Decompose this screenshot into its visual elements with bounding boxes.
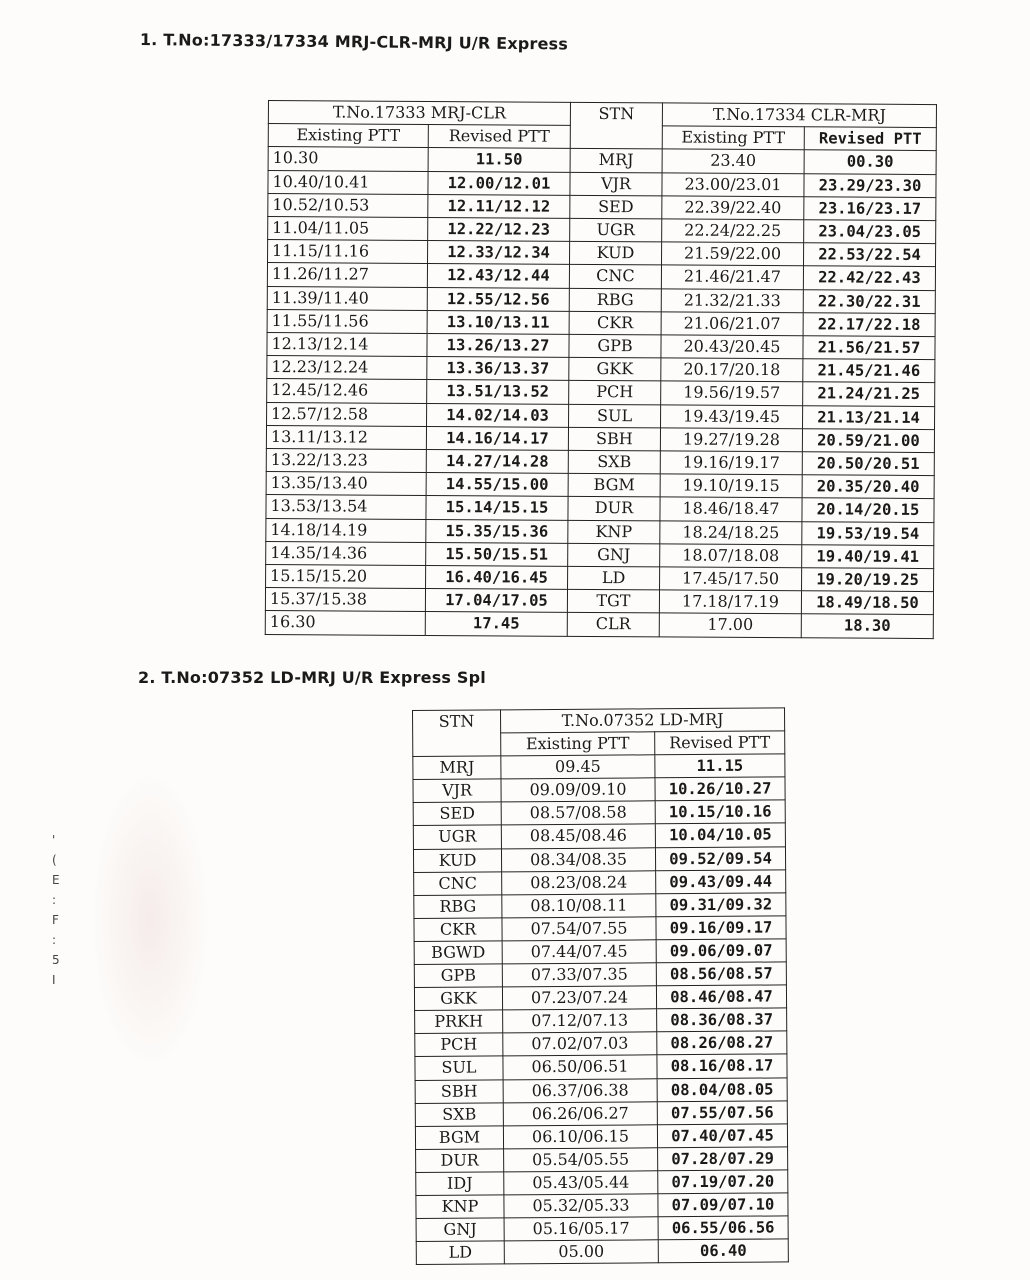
table-row [414,870,786,896]
existing-ptt-17334: 18.24/18.25 [660,521,802,545]
revised-ptt-17333: 12.22/12.23 [428,217,570,241]
table-row [265,611,933,638]
table-row [415,1054,787,1080]
revised-ptt-header: Revised PTT [804,127,936,151]
train-17333-header: T.No.17333 MRJ-CLR [268,101,570,126]
station-code: CLR [567,613,659,637]
station-code: PCH [415,1033,503,1057]
table-row [266,449,934,476]
station-code: SBH [415,1079,503,1103]
revised-ptt-17333: 13.36/13.37 [427,357,569,381]
revised-ptt-07352: 09.16/09.17 [656,916,786,940]
station-code: GNJ [568,543,660,567]
existing-ptt-07352: 05.32/05.33 [504,1194,658,1218]
table-row [413,777,785,803]
existing-ptt-07352: 06.26/06.27 [503,1101,657,1125]
existing-ptt-17334: 18.07/18.08 [660,544,802,568]
table-row [268,217,936,244]
revised-ptt-17334: 23.16/23.17 [804,197,936,221]
station-code: VJR [570,172,662,196]
revised-ptt-17334: 21.56/21.57 [803,336,935,360]
table-row [416,1193,788,1219]
existing-ptt-17334: 20.43/20.45 [661,335,803,359]
station-code: IDJ [416,1172,504,1196]
station-code: KNP [568,520,660,544]
revised-ptt-17334: 20.50/20.51 [802,452,934,476]
table-row [268,193,936,220]
existing-ptt-17334: 22.39/22.40 [662,196,804,220]
table-row [414,939,786,965]
revised-ptt-17333: 14.02/14.03 [427,403,569,427]
revised-ptt-17333: 14.27/14.28 [426,450,568,474]
station-code: GPB [414,964,502,988]
timetable-17333-17334 [265,100,937,639]
revised-ptt-17333: 17.45 [425,612,567,636]
table-row [266,541,934,568]
existing-ptt-17334: 21.46/21.47 [661,265,803,289]
existing-ptt-07352: 07.23/07.24 [502,986,656,1010]
existing-ptt-07352: 05.43/05.44 [504,1171,658,1195]
station-code: CKR [569,311,661,335]
existing-ptt-17333: 12.57/12.58 [267,402,427,426]
existing-ptt-17333: 13.35/13.40 [266,472,426,496]
table-row [267,286,935,313]
existing-ptt-07352: 09.45 [501,755,655,779]
existing-ptt-17334: 19.16/19.17 [660,451,802,475]
revised-ptt-17334: 20.35/20.40 [802,475,934,499]
existing-ptt-07352: 08.45/08.46 [501,824,655,848]
station-code: DUR [416,1149,504,1173]
existing-ptt-07352: 07.12/07.13 [503,1009,657,1033]
section1-heading: 1. T.No:17333/17334 MRJ-CLR-MRJ U/R Express [139,30,569,54]
revised-ptt-17334: 23.04/23.05 [804,220,936,244]
station-code: PCH [569,381,661,405]
revised-ptt-17333: 14.16/14.17 [426,426,568,450]
existing-ptt-07352: 08.10/08.11 [502,894,656,918]
revised-ptt-17333: 12.00/12.01 [428,171,570,195]
table-row [413,846,785,872]
existing-ptt-17334: 19.10/19.15 [660,474,802,498]
existing-ptt-17333: 12.23/12.24 [267,356,427,380]
table-row [267,402,935,429]
revised-ptt-07352: 07.09/07.10 [658,1193,788,1217]
table-row [267,263,935,290]
revised-ptt-17333: 16.40/16.45 [426,566,568,590]
existing-ptt-07352: 08.23/08.24 [502,870,656,894]
station-code: BGWD [414,941,502,965]
revised-ptt-17334: 20.14/20.15 [802,498,934,522]
revised-ptt-07352: 08.36/08.37 [657,1008,787,1032]
revised-ptt-17334: 19.40/19.41 [802,545,934,569]
station-code: GNJ [416,1218,504,1242]
revised-ptt-17333: 12.43/12.44 [427,264,569,288]
table-row [266,565,934,592]
revised-ptt-07352: 07.55/07.56 [657,1100,787,1124]
revised-ptt-07352: 10.15/10.16 [655,800,785,824]
existing-ptt-07352: 07.54/07.55 [502,917,656,941]
revised-ptt-17333: 13.26/13.27 [427,334,569,358]
existing-ptt-17333: 11.04/11.05 [268,217,428,241]
revised-ptt-17333: 15.35/15.36 [426,519,568,543]
table-row [266,495,934,522]
table-row [267,309,935,336]
revised-ptt-07352: 07.19/07.20 [658,1170,788,1194]
existing-ptt-17334: 21.59/22.00 [661,242,803,266]
revised-ptt-17333: 12.55/12.56 [427,287,569,311]
station-code: KUD [569,242,661,266]
table-row [415,1100,787,1126]
existing-ptt-17334: 22.24/22.25 [662,219,804,243]
revised-ptt-17334: 18.30 [801,614,933,638]
table-row [415,1008,787,1034]
revised-ptt-07352: 10.04/10.05 [655,823,785,847]
station-code: MRJ [413,756,501,780]
existing-ptt-17333: 13.53/13.54 [266,495,426,519]
stn-header: STN [570,102,662,149]
existing-ptt-07352: 06.50/06.51 [503,1055,657,1079]
revised-ptt-17334: 21.24/21.25 [803,382,935,406]
existing-ptt-17333: 15.15/15.20 [266,565,426,589]
station-code: TGT [567,590,659,614]
existing-ptt-header: Existing PTT [268,124,428,148]
revised-ptt-07352: 09.43/09.44 [656,870,786,894]
table-row [268,240,936,267]
station-code: CKR [414,918,502,942]
revised-ptt-17333: 12.11/12.12 [428,194,570,218]
table-row [413,754,785,780]
existing-ptt-17333: 14.35/14.36 [266,541,426,565]
existing-ptt-07352: 06.10/06.15 [503,1124,657,1148]
existing-ptt-07352: 05.54/05.55 [504,1148,658,1172]
margin-marks: ' ( E : F : 5 I [52,833,60,987]
existing-ptt-17333: 11.15/11.16 [268,240,428,264]
existing-ptt-17333: 13.11/13.12 [266,425,426,449]
existing-ptt-17334: 21.32/21.33 [661,289,803,313]
table-row [414,893,786,919]
revised-ptt-header: Revised PTT [655,731,785,755]
revised-ptt-17334: 19.20/19.25 [802,568,934,592]
existing-ptt-header: Existing PTT [501,732,655,756]
station-code: UGR [570,218,662,242]
station-code: BGM [568,474,660,498]
station-code: GKK [414,987,502,1011]
existing-ptt-17334: 19.56/19.57 [661,381,803,405]
station-code: VJR [413,779,501,803]
existing-ptt-17334: 17.00 [659,613,801,637]
existing-ptt-07352: 08.34/08.35 [501,847,655,871]
table-row [415,1031,787,1057]
revised-ptt-17334: 21.13/21.14 [803,405,935,429]
revised-ptt-07352: 09.52/09.54 [655,846,785,870]
table-row [413,800,785,826]
table-row [416,1170,788,1196]
revised-ptt-17334: 22.17/22.18 [803,313,935,337]
existing-ptt-17333: 12.13/12.14 [267,333,427,357]
revised-ptt-07352: 06.40 [658,1239,788,1263]
revised-ptt-header: Revised PTT [428,125,570,149]
existing-ptt-17334: 19.27/19.28 [660,428,802,452]
existing-ptt-17334: 20.17/20.18 [661,358,803,382]
table-row [267,379,935,406]
revised-ptt-07352: 10.26/10.27 [655,777,785,801]
existing-ptt-17333: 11.55/11.56 [267,309,427,333]
station-code: SUL [415,1056,503,1080]
table-row [267,356,935,383]
existing-ptt-17333: 13.22/13.23 [266,449,426,473]
table-row [268,170,936,197]
revised-ptt-07352: 08.16/08.17 [657,1054,787,1078]
existing-ptt-17333: 15.37/15.38 [265,588,425,612]
revised-ptt-17333: 15.50/15.51 [426,542,568,566]
station-code: KNP [416,1195,504,1219]
revised-ptt-07352: 11.15 [655,754,785,778]
existing-ptt-header: Existing PTT [662,126,804,150]
existing-ptt-17333: 10.52/10.53 [268,193,428,217]
existing-ptt-07352: 05.16/05.17 [504,1217,658,1241]
existing-ptt-07352: 08.57/08.58 [501,801,655,825]
train-17334-header: T.No.17334 CLR-MRJ [662,103,936,128]
existing-ptt-07352: 05.00 [504,1240,658,1264]
station-code: KUD [413,848,501,872]
table-row [414,962,786,988]
revised-ptt-17333: 13.10/13.11 [427,310,569,334]
revised-ptt-17334: 00.30 [804,150,936,174]
station-code: CNC [569,265,661,289]
train-07352-header: T.No.07352 LD-MRJ [501,708,785,733]
revised-ptt-17333: 11.50 [428,148,570,172]
station-code: CNC [414,872,502,896]
table-row [416,1147,788,1173]
revised-ptt-17334: 18.49/18.50 [801,591,933,615]
table-row [266,472,934,499]
station-code: RBG [569,288,661,312]
table-row [415,1124,787,1150]
existing-ptt-17333: 10.30 [268,147,428,171]
station-code: DUR [568,497,660,521]
station-code: UGR [413,825,501,849]
station-code: SXB [415,1102,503,1126]
revised-ptt-07352: 08.46/08.47 [656,985,786,1009]
existing-ptt-17334: 23.00/23.01 [662,173,804,197]
revised-ptt-17334: 22.42/22.43 [803,266,935,290]
station-code: SED [413,802,501,826]
revised-ptt-07352: 09.31/09.32 [656,893,786,917]
revised-ptt-17334: 21.45/21.46 [803,359,935,383]
station-code: MRJ [570,149,662,173]
existing-ptt-07352: 06.37/06.38 [503,1078,657,1102]
existing-ptt-17334: 23.40 [662,149,804,173]
section2-heading: 2. T.No:07352 LD-MRJ U/R Express Spl [138,668,486,687]
table-row [413,823,785,849]
revised-ptt-17333: 12.33/12.34 [428,241,570,265]
existing-ptt-07352: 07.33/07.35 [502,963,656,987]
table-header-row [268,101,936,128]
station-code: GKK [569,358,661,382]
station-code: SBH [568,427,660,451]
revised-ptt-07352: 08.04/08.05 [657,1077,787,1101]
existing-ptt-17333: 12.45/12.46 [267,379,427,403]
existing-ptt-07352: 07.02/07.03 [503,1032,657,1056]
station-code: LD [416,1241,504,1265]
station-code: SUL [569,404,661,428]
table-row [416,1239,788,1265]
existing-ptt-17333: 16.30 [265,611,425,635]
table-row [267,333,935,360]
table-header-row [413,708,785,734]
table-row [266,518,934,545]
revised-ptt-17334: 22.30/22.31 [803,289,935,313]
existing-ptt-17333: 11.39/11.40 [267,286,427,310]
revised-ptt-07352: 07.28/07.29 [658,1147,788,1171]
station-code: LD [568,566,660,590]
existing-ptt-17334: 21.06/21.07 [661,312,803,336]
table-row [414,985,786,1011]
station-code: RBG [414,895,502,919]
existing-ptt-07352: 07.44/07.45 [502,940,656,964]
station-code: BGM [415,1126,503,1150]
revised-ptt-17333: 15.14/15.15 [426,496,568,520]
revised-ptt-07352: 09.06/09.07 [656,939,786,963]
revised-ptt-17334: 22.53/22.54 [803,243,935,267]
existing-ptt-17333: 11.26/11.27 [267,263,427,287]
revised-ptt-07352: 08.56/08.57 [656,962,786,986]
revised-ptt-17333: 14.55/15.00 [426,473,568,497]
revised-ptt-17334: 20.59/21.00 [802,429,934,453]
table-row [415,1077,787,1103]
station-code: SED [570,195,662,219]
revised-ptt-17333: 17.04/17.05 [425,589,567,613]
table-row [416,1216,788,1242]
station-code: GPB [569,334,661,358]
table-row [266,425,934,452]
table-row [265,588,933,615]
station-code: PRKH [415,1010,503,1034]
existing-ptt-17334: 17.45/17.50 [660,567,802,591]
stn-header: STN [413,710,501,757]
paper-stain [90,770,210,1070]
existing-ptt-17334: 19.43/19.45 [661,405,803,429]
revised-ptt-07352: 08.26/08.27 [657,1031,787,1055]
revised-ptt-07352: 07.40/07.45 [657,1124,787,1148]
table-row [414,916,786,942]
revised-ptt-07352: 06.55/06.56 [658,1216,788,1240]
existing-ptt-17334: 17.18/17.19 [659,590,801,614]
existing-ptt-17334: 18.46/18.47 [660,497,802,521]
revised-ptt-17334: 23.29/23.30 [804,173,936,197]
existing-ptt-17333: 14.18/14.19 [266,518,426,542]
existing-ptt-07352: 09.09/09.10 [501,778,655,802]
revised-ptt-17333: 13.51/13.52 [427,380,569,404]
station-code: SXB [568,450,660,474]
revised-ptt-17334: 19.53/19.54 [802,521,934,545]
existing-ptt-17333: 10.40/10.41 [268,170,428,194]
timetable-07352 [412,707,789,1265]
